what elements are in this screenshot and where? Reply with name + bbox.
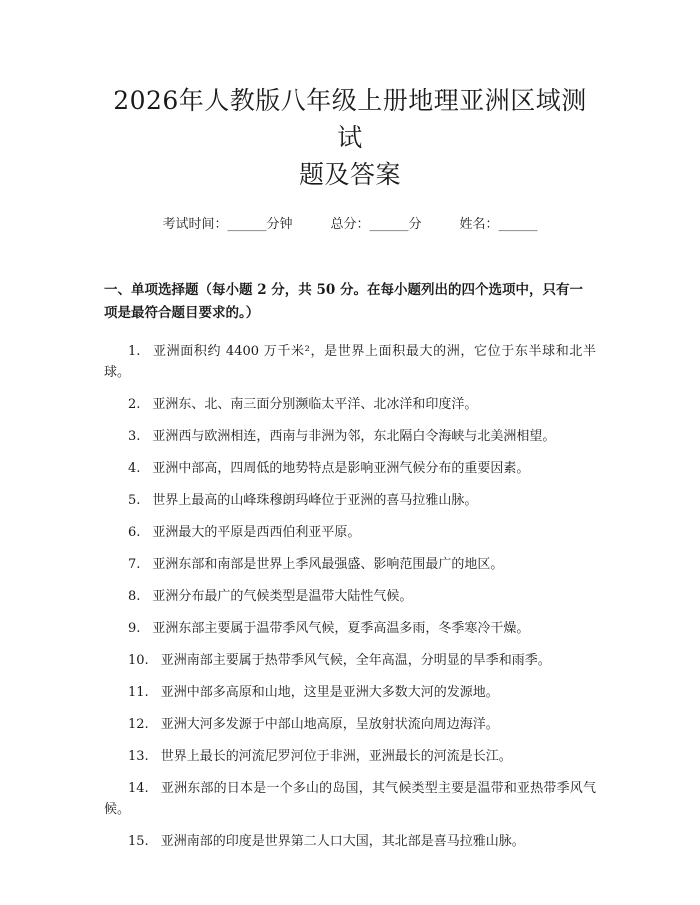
question-text: 亚洲最大的平原是西西伯利亚平原。 xyxy=(152,525,361,540)
question-number: 1. xyxy=(128,344,141,359)
question-number: 5. xyxy=(128,493,141,508)
question-number: 15. xyxy=(128,834,149,849)
question-list xyxy=(104,341,596,852)
question-item xyxy=(104,394,596,415)
question-number: 4. xyxy=(128,461,141,476)
question-item xyxy=(104,554,596,575)
question-number: 8. xyxy=(128,589,141,604)
question-text: 亚洲中部高，四周低的地势特点是影响亚洲气候分布的重要因素。 xyxy=(152,461,530,476)
question-number: 2. xyxy=(128,397,141,412)
exam-meta xyxy=(104,215,596,235)
question-text: 亚洲大河多发源于中部山地高原，呈放射状流向周边海洋。 xyxy=(160,717,499,732)
question-item xyxy=(104,586,596,607)
question-text: 亚洲东部主要属于温带季风气候，夏季高温多雨，冬季寒冷干燥。 xyxy=(152,621,530,636)
question-item xyxy=(104,831,596,852)
question-number: 12. xyxy=(128,717,149,732)
title-line-2: 题及答案 xyxy=(298,160,401,189)
question-item xyxy=(104,682,596,703)
question-item xyxy=(104,746,596,767)
question-text: 亚洲南部主要属于热带季风气候，全年高温，分明显的旱季和雨季。 xyxy=(160,653,551,668)
question-number: 14. xyxy=(128,781,149,796)
exam-name: 姓名：______ xyxy=(459,217,538,232)
question-item xyxy=(104,426,596,447)
question-text: 亚洲南部的印度是世界第二人口大国，其北部是喜马拉雅山脉。 xyxy=(160,834,525,849)
question-item xyxy=(104,458,596,479)
question-text: 亚洲东、北、南三面分别濒临太平洋、北冰洋和印度洋。 xyxy=(152,397,478,412)
question-number: 6. xyxy=(128,525,141,540)
question-text: 世界上最长的河流尼罗河位于非洲，亚洲最长的河流是长江。 xyxy=(160,749,512,764)
question-item xyxy=(104,341,596,383)
question-text: 亚洲东部和南部是世界上季风最强盛、影响范围最广的地区。 xyxy=(152,557,504,572)
question-text: 亚洲面积约 4400 万千米²，是世界上面积最大的洲，它位于东半球和北半球。 xyxy=(104,344,596,380)
question-text: 亚洲东部的日本是一个多山的岛国，其气候类型主要是温带和亚热带季风气候。 xyxy=(104,781,596,817)
question-text: 亚洲中部多高原和山地，这里是亚洲大多数大河的发源地。 xyxy=(160,685,499,700)
question-text: 亚洲分布最广的气候类型是温带大陆性气候。 xyxy=(152,589,413,604)
question-item xyxy=(104,650,596,671)
document-title xyxy=(104,82,596,193)
question-item xyxy=(104,714,596,735)
exam-time: 考试时间：______分钟 xyxy=(162,217,293,232)
title-line-1: 2026年人教版八年级上册地理亚洲区域测试 xyxy=(113,86,587,152)
question-number: 13. xyxy=(128,749,149,764)
question-number: 11. xyxy=(128,685,149,700)
question-item xyxy=(104,522,596,543)
question-item xyxy=(104,618,596,639)
question-item xyxy=(104,778,596,820)
question-text: 世界上最高的山峰珠穆朗玛峰位于亚洲的喜马拉雅山脉。 xyxy=(152,493,478,508)
question-number: 3. xyxy=(128,429,141,444)
section-heading: 一、单项选择题（每小题 2 分，共 50 分。在每小题列出的四个选项中，只有一项是最符合题目要求的。） xyxy=(104,282,583,321)
exam-score: 总分：______分 xyxy=(330,217,422,232)
question-text: 亚洲西与欧洲相连，西南与非洲为邻，东北隔白令海峡与北美洲相望。 xyxy=(152,429,556,444)
question-item xyxy=(104,490,596,511)
question-number: 7. xyxy=(128,557,141,572)
question-number: 10. xyxy=(128,653,149,668)
question-number: 9. xyxy=(128,621,141,636)
